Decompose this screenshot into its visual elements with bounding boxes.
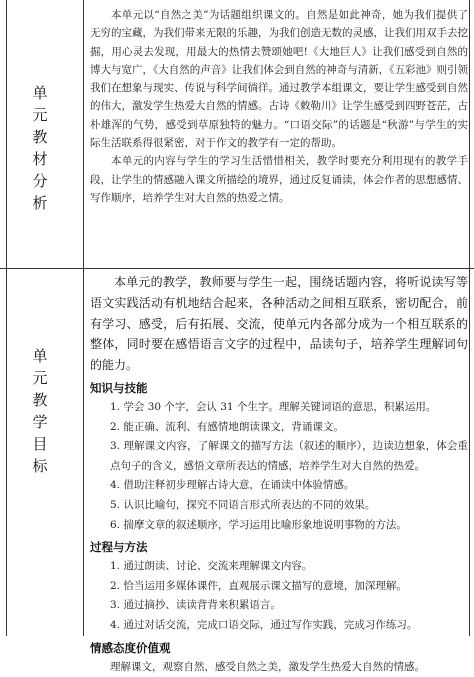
list-item: 2. 能正确、流利、有感情地朗读课文，背诵课文。	[110, 420, 344, 433]
list-item: 4. 通过对话交流，完成口语交际，通过写作实践，完成习作练习。	[110, 618, 418, 631]
teaching-goals-content	[90, 272, 468, 677]
list-item: 3. 理解课文内容，了解课文的描写方法（叙述的顺序），边读边想象，体会重点句子的含义，感悟文章所表达的情感，培养学生对大自然的热爱。	[110, 440, 468, 472]
list-item: 5. 认识比喻句，探究不同语言形式所表达的不同的效果。	[110, 498, 376, 511]
section-label-teaching-goals: 单 元 教 学 目 标	[32, 347, 48, 475]
table-column-divider	[83, 0, 84, 636]
table-border-left	[6, 0, 7, 636]
knowledge-skills-heading: 知识与技能	[90, 380, 148, 395]
materials-analysis-content	[90, 6, 468, 207]
list-item: 1. 学会 30 个字，会认 31 个生字。理解关键词语的意思，积累运用。	[110, 400, 437, 413]
table-row-divider	[0, 268, 474, 269]
list-item: 4. 借助注释初步理解古诗大意，在诵读中体验情感。	[110, 479, 355, 492]
list-item: 6. 揣摩文章的叙述顺序，学习运用比喻形象地说明事物的方法。	[110, 518, 407, 531]
list-item: 1. 通过朗读、讨论、交流来理解课文内容。	[110, 560, 313, 573]
process-methods-heading: 过程与方法	[90, 540, 148, 555]
list-item: 3. 通过摘抄、读读背背来积累语言。	[110, 599, 281, 612]
table-border-right	[469, 0, 470, 636]
goals-intro-paragraph: 本单元的教学，教师要与学生一起，围绕话题内容，将听说读写等语文实践活动有机地结合起来，各种活动之间相互联系，密切配合，前有学习、感受，后有拓展、交流，使单元内各部分成为一个相互联系的整体，同时要在感悟语言文字的过程中，品读句子，培养学生理解词句的能力。	[90, 275, 468, 373]
emotion-values-heading: 情感态度价值观	[90, 640, 171, 655]
list-item: 2. 恰当运用多媒体课件，直观展示课文描写的意境，加深理解。	[110, 579, 407, 592]
analysis-paragraph: 本单元的内容与学生的学习生活惜惜相关，教学时要充分利用现有的教学手段，让学生的情感融入课文所描绘的境界，通过反复诵读，体会作者的思想感情、写作顺序，培养学生对大自然的热爱之情。	[90, 155, 468, 204]
section-label-materials-analysis: 单 元 教 材 分 析	[32, 84, 48, 212]
analysis-paragraph: 本单元以“自然之美”为话题组织课文的。自然是如此神奇，她为我们提供了无穷的宝藏，为我们带来无限的乐趣，为我们创造无数的灵感，让我们用双手去挖掘，用心灵去发现，用最大的热情去赞颂她吧!《大地巨人》让我们感受到自然的博大与宽广，《大自然的声音》让我们体会到自然的神奇与清新，《五彩池》则引领我们在想象与现实、传说与科学间徜徉。通过教学本组课文，要让学生感受到自然的伟大，激发学生热爱大自然的情感。古诗《敕勒川》让学生感受到四野苍茫，古朴雄浑的气势，感受到草原独特的魅力。“口语交际”的话题是“秋游”与学生的实际生活联系得很紧密，对于作文的教学有一定的帮助。	[90, 9, 468, 150]
list-item: 理解课文，观察自然，感受自然之美，激发学生热爱大自然的情感。	[110, 660, 425, 673]
